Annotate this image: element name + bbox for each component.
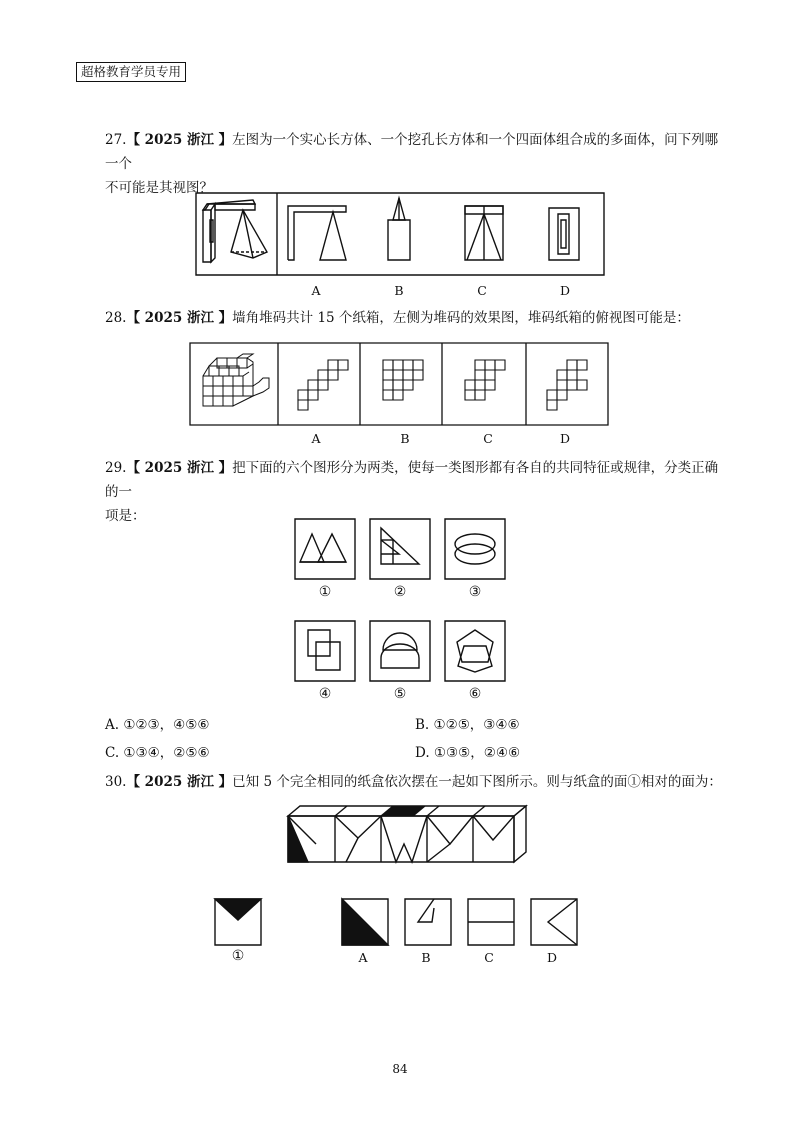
q29-source: 【 2025 浙江 】 [126, 460, 233, 476]
q27-figure [195, 192, 605, 276]
q29-option-d[interactable]: D. ①③⑤，②④⑥ [415, 745, 521, 761]
q28-label-d: D [559, 431, 571, 446]
q27-3d-solid [203, 200, 267, 262]
q28-option-b [383, 360, 423, 400]
page-number: 84 [392, 1062, 408, 1076]
q29-label-6: ⑥ [468, 686, 482, 702]
q29-figure-5 [370, 621, 430, 681]
q27-option-c [465, 206, 503, 260]
q29-figure-2 [370, 519, 430, 579]
q27-label-a: A [311, 283, 321, 298]
q29-label-3: ③ [468, 584, 482, 600]
q29-option-b[interactable]: B. ①②⑤，③④⑥ [415, 717, 520, 733]
q29-figure-1 [295, 519, 355, 579]
q29-line2: 项是： [105, 508, 146, 524]
q30-face-c [468, 899, 514, 945]
q28-figure [189, 342, 609, 426]
q29-figures [294, 518, 508, 682]
q29-line1: 把下面的六个图形分为两类，使每一类图形都有各自的共同特征或规律，分类正确的一 [105, 460, 719, 500]
q29-label-2: ② [393, 584, 407, 600]
q30-text [105, 770, 725, 794]
q27-label-d: D [559, 283, 571, 298]
q29-number: 29. [105, 460, 127, 476]
q29-figure-3 [445, 519, 505, 579]
q30-label-c: C [484, 950, 494, 965]
q28-source: 【 2025 浙江 】 [126, 310, 233, 326]
q28-label-c: C [483, 431, 493, 446]
q30-face-1 [215, 899, 261, 945]
q28-3d-stack [203, 354, 269, 406]
q30-source: 【 2025 浙江 】 [126, 774, 233, 790]
q27-option-b [388, 198, 410, 260]
q30-label-a: A [358, 950, 368, 965]
q27-number: 27. [105, 132, 127, 148]
q29-figure-4 [295, 621, 355, 681]
q29-label-4: ④ [318, 686, 332, 702]
q29-figure-6 [445, 621, 505, 681]
q27-label-b: B [394, 283, 404, 298]
q30-face-b [405, 899, 451, 945]
q30-label-d: D [546, 950, 558, 965]
q28-label-a: A [311, 431, 321, 446]
q28-number: 28. [105, 310, 127, 326]
q30-face-a [342, 899, 388, 945]
q29-label-1: ① [318, 584, 332, 600]
q27-label-c: C [477, 283, 487, 298]
q30-label-b: B [421, 950, 431, 965]
q27-line2: 不可能是其视图？ [105, 180, 213, 196]
q29-option-c[interactable]: C. ①③④，②⑤⑥ [105, 745, 210, 761]
q27-source: 【 2025 浙江 】 [126, 132, 233, 148]
q29-label-5: ⑤ [393, 686, 407, 702]
q28-option-c [465, 360, 505, 400]
q28-label-b: B [400, 431, 410, 446]
q30-body: 已知 5 个完全相同的纸盒依次摆在一起如下图所示。则与纸盒的面①相对的面为： [232, 774, 722, 790]
q28-body: 墙角堆码共计 15 个纸箱，左侧为堆码的效果图，堆码纸箱的俯视图可能是： [232, 310, 690, 326]
q27-option-d [549, 208, 579, 260]
q30-boxes [286, 804, 530, 866]
q30-face-d [531, 899, 577, 945]
q28-text [105, 306, 725, 330]
q27-option-a [288, 206, 346, 260]
header-tag: 超格教育学员专用 [76, 62, 186, 82]
q30-faces [214, 898, 584, 946]
q27-text [105, 128, 725, 200]
q27-line1: 左图为一个实心长方体、一个挖孔长方体和一个四面体组合成的多面体，问下列哪一个 [105, 132, 719, 172]
q28-option-a [298, 360, 348, 410]
q29-option-a[interactable]: A. ①②③，④⑤⑥ [105, 717, 210, 733]
q28-option-d [547, 360, 587, 410]
q30-label-1: ① [231, 948, 245, 964]
q30-number: 30. [105, 774, 127, 790]
